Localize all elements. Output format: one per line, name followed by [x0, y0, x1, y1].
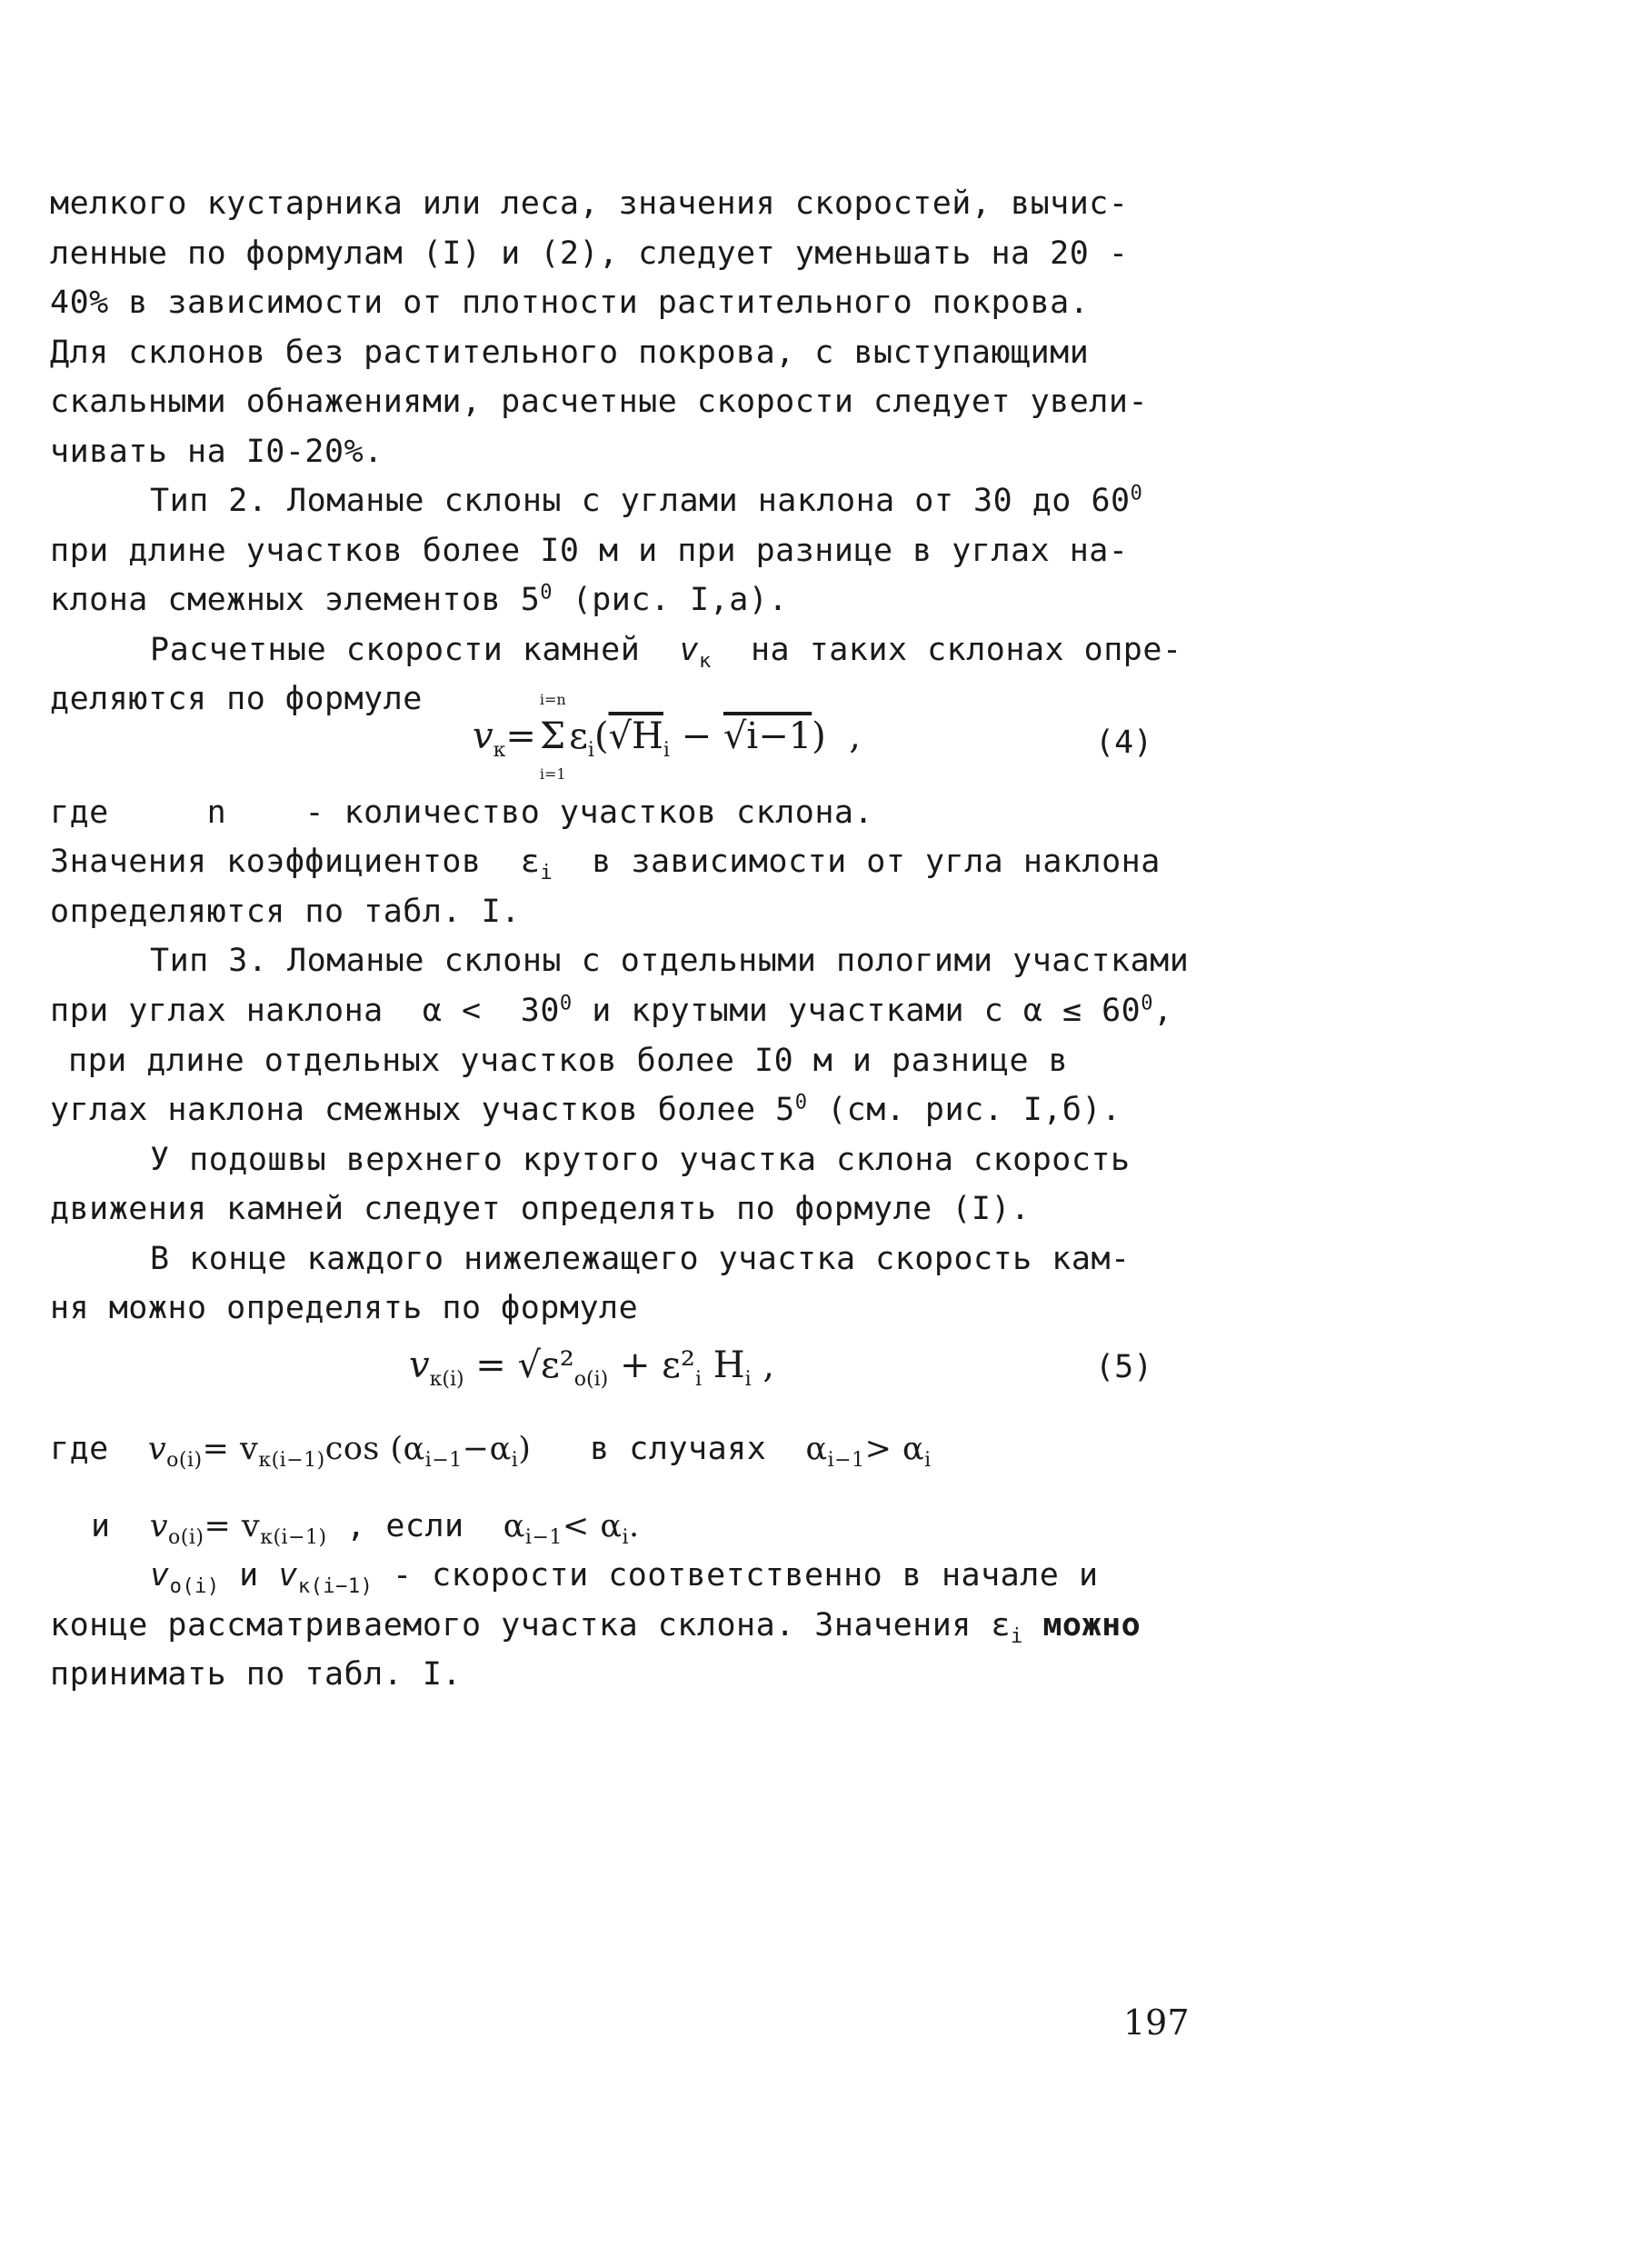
text-line: ня можно определять по формуле [50, 1290, 639, 1326]
degree-superscript: 0 [794, 1091, 808, 1114]
formula-symbol: v [473, 715, 493, 757]
formula-symbol: , [763, 1344, 775, 1386]
formula-symbol: , [849, 715, 861, 757]
degree-superscript: 0 [1130, 482, 1143, 505]
formula-symbol: α [805, 1431, 828, 1467]
text-span: при углах наклона [50, 993, 384, 1029]
formula-symbol: + ε² [619, 1344, 695, 1386]
text-span: (рис. I,а). [572, 582, 788, 618]
subscript: к [699, 650, 712, 673]
text-span: где [50, 794, 109, 831]
text-line [150, 1557, 1099, 1598]
text-span: и крутыми участками с [592, 993, 1004, 1029]
text-line: чивать на I0-20%. [50, 434, 384, 470]
subscript: к(i) [429, 1368, 464, 1391]
text-line [91, 1508, 640, 1549]
formula-symbol: cos (α [324, 1431, 425, 1467]
text-span: клона смежных элементов 5 [50, 582, 541, 618]
formula-symbol: √H [608, 715, 663, 757]
text-line: ленные по формулам (I) и (2), следует уменьшать на 20 - [50, 235, 1129, 272]
text-span: углах наклона смежных участков более 5 [50, 1092, 795, 1128]
degree-superscript: 0 [540, 581, 553, 604]
subscript: i [663, 739, 670, 762]
formula-symbol: . [629, 1508, 640, 1544]
text-span: можно [1042, 1607, 1141, 1644]
subscript: i [924, 1449, 932, 1472]
text-line: определяются по табл. I. [50, 894, 521, 930]
text-span: Расчетные скорости камней [150, 632, 641, 668]
text-span: в зависимости от угла наклона [592, 844, 1161, 880]
text-line: при углах наклона $\alpha < 30^0$ и крутыми участками с $\alpha \le 60^0$, [50, 992, 1173, 1029]
equation-number: (4) [1095, 724, 1153, 761]
subscript: o(i) [573, 1368, 609, 1391]
page-number: 197 [1123, 2003, 1190, 2043]
epsilon-symbol: ε [991, 1607, 1012, 1644]
text-span: n [206, 794, 227, 831]
text-line [150, 632, 1182, 673]
subscript: к [493, 739, 506, 762]
formula-symbol: v [150, 1557, 170, 1594]
formula-symbol: √i−1 [723, 715, 812, 757]
degree-superscript: 0 [1141, 992, 1154, 1015]
formula-symbol: = v [204, 1508, 261, 1544]
text-line: Тип 3. Ломаные склоны с отдельными пологими участками [150, 943, 1190, 979]
formula-symbol: v [149, 1508, 169, 1544]
subscript: o(i) [168, 1526, 204, 1549]
subscript: i [511, 1449, 519, 1472]
text-line: В конце каждого нижележащего участка скорость кам- [150, 1241, 1131, 1277]
text-line [150, 482, 1143, 519]
formula-5 [409, 1344, 775, 1391]
text-line: мелкого кустарника или леса, значения скоростей, вычис- [50, 185, 1129, 222]
text-span: и [91, 1508, 111, 1544]
text-line [50, 581, 788, 618]
formula-symbol: v [147, 1431, 167, 1467]
v-symbol: v [679, 632, 700, 668]
subscript: i [587, 739, 594, 762]
formula-symbol: −α [462, 1431, 512, 1467]
text-span: в случаях [590, 1431, 767, 1467]
subscript: к(i−1) [258, 1449, 325, 1472]
subscript: i−1 [524, 1526, 563, 1549]
text-span: - скорости соответственно в начале и [392, 1557, 1099, 1594]
sum-upper: i=n [539, 691, 566, 708]
text-span: и [239, 1557, 259, 1594]
text-line: при длине отдельных участков более I0 м и разнице в [68, 1043, 1069, 1079]
text-line: при длине участков более I0 м и при разнице в углах на- [50, 533, 1129, 569]
epsilon-symbol: ε [520, 844, 541, 880]
text-line [50, 1607, 1141, 1648]
text-line [50, 1431, 932, 1472]
formula-symbol: ε [569, 715, 588, 757]
math-inline: α < 30 [422, 993, 560, 1029]
text-line: 40% в зависимости от плотности растительного покрова. [50, 285, 1090, 321]
subscript: i [694, 1368, 702, 1391]
formula-4: $v_к=$ i=n Σ i=1 $\varepsilon_i(√H_i - √i-1)$ , [473, 691, 861, 783]
text-line: принимать по табл. I. [50, 1656, 463, 1693]
subscript: o(i) [166, 1449, 203, 1472]
subscript: i [744, 1368, 752, 1391]
formula-symbol: = v [202, 1431, 259, 1467]
formula-symbol: = [475, 1344, 506, 1386]
formula-symbol: > α [864, 1431, 925, 1467]
formula-symbol: v [409, 1344, 430, 1386]
text-line: скальными обнажениями, расчетные скорости следует увели- [50, 384, 1149, 420]
text-line [50, 1091, 1122, 1128]
formula-symbol: v [278, 1557, 298, 1594]
text-line: движения камней следует определять по формуле (I). [50, 1191, 1031, 1227]
formula-symbol: < α [562, 1508, 623, 1544]
degree-superscript: 0 [559, 992, 573, 1015]
subscript: к(i−1) [297, 1575, 374, 1598]
formula-symbol: α [503, 1508, 525, 1544]
sum-lower: i=1 [539, 765, 566, 783]
text-span: , если [346, 1508, 464, 1544]
formula-symbol: H [713, 1344, 745, 1386]
subscript: i [540, 862, 553, 884]
equation-number: (5) [1095, 1349, 1153, 1385]
math-inline: α ≤ 60 [1022, 993, 1141, 1029]
text-span: Тип 2. Ломаные склоны с углами наклона от 30 до 60 [150, 483, 1131, 519]
subscript: к(i−1) [260, 1526, 327, 1549]
text-span: где [50, 1431, 109, 1467]
text-span: конце рассматриваемого участка склона. Значения [50, 1607, 972, 1644]
subscript: i−1 [827, 1449, 865, 1472]
formula-symbol: ) [518, 1431, 532, 1467]
subscript: o(i) [169, 1575, 220, 1598]
text-line [50, 794, 874, 831]
subscript: i [622, 1526, 630, 1549]
text-line: деляются по формуле [50, 681, 423, 717]
text-span: (см. рис. I,б). [827, 1092, 1122, 1128]
subscript: i [1011, 1625, 1023, 1648]
text-line: У подошвы верхнего крутого участка склона скорость [150, 1142, 1131, 1178]
text-span: - количество участков склона. [304, 794, 874, 831]
text-span: Значения коэффициентов [50, 844, 482, 880]
text-line [50, 844, 1161, 884]
sum-sign: Σ [539, 715, 566, 757]
text-span: на таких склонах опре- [750, 632, 1182, 668]
formula-symbol: √ε² [517, 1344, 574, 1386]
text-line: Для склонов без растительного покрова, с выступающими [50, 335, 1090, 371]
subscript: i−1 [424, 1449, 463, 1472]
